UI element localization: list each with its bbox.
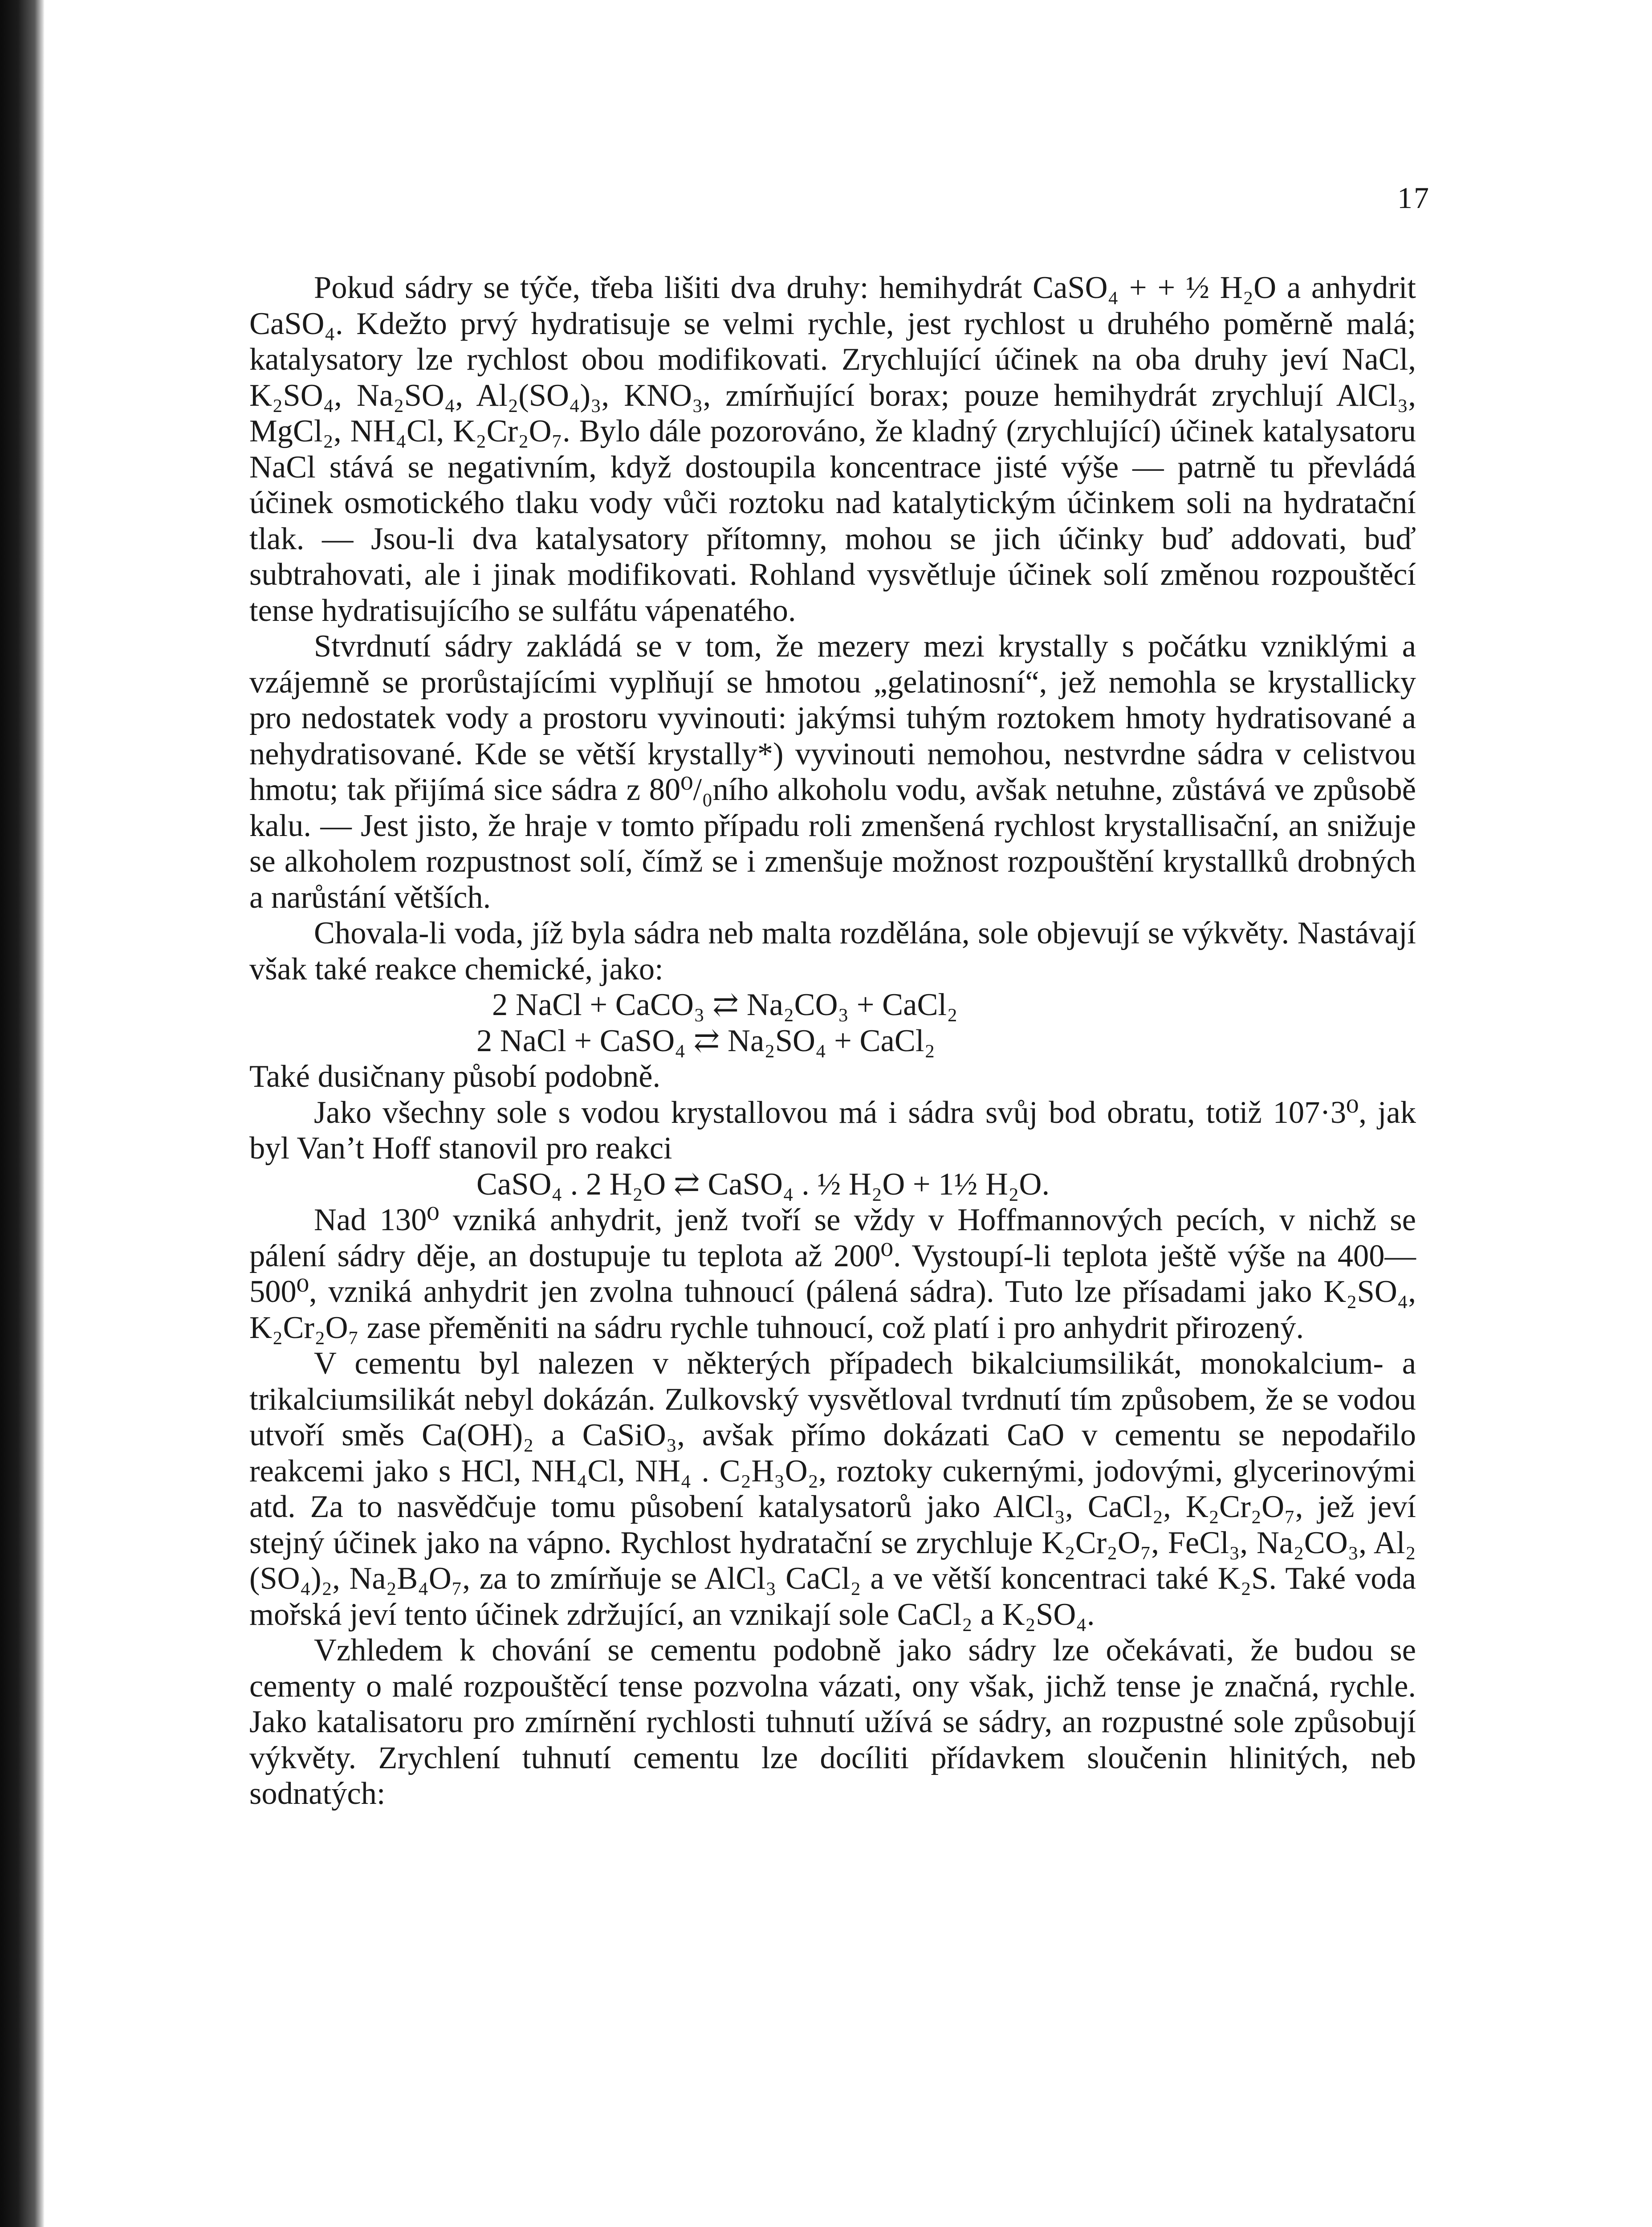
book-spine-shadow (0, 0, 45, 2227)
paragraph-tuhnuti-cementu: Vzhledem k chování se cementu podobně jako sádry lze očekávati, že budou se cementy o malé rozpouštěcí tense pozvolna vázati, ony však, jichž tense je značná, rychle. Jako katalisatoru pro zmírnění rychlosti tuhnutí užívá se sádry, an rozpustné sole způsobují výkvěty. Zrychlení tuhnutí cementu lze docíliti přídavkem sloučenin hlinitých, neb sodnatých: (249, 1633, 1416, 1811)
paragraph-vykvety: Chovala-li voda, jíž byla sádra neb malta rozdělána, sole objevují se výkvěty. Nastávají však také reakce chemické, jako: (249, 916, 1416, 987)
page-number: 17 (1397, 181, 1430, 215)
equation-nacl-caco3: 2 NaCl + CaCO₃ ⇄ Na₂CO₃ + CaCl₂ (492, 987, 958, 1022)
paragraph-sadra-druhy: Pokud sádry se týče, třeba lišiti dva druhy: hemihydrát CaSO₄ + + ½ H₂O a anhydrit CaSO₄. Kdežto prvý hydratisuje se velmi rychle, jest rychlost u druhého poměrně malá; katalysatory lze rychlost obou modifikovati. Zrychlující účinek na oba druhy jeví NaCl, K₂SO₄, Na₂SO₄, Al₂(SO₄)₃, KNO₃, zmírňující borax; pouze hemihydrát zrychlují AlCl₃, MgCl₂, NH₄Cl, K₂Cr₂O₇. Bylo dále pozorováno, že kladný (zrychlující) účinek katalysatoru NaCl stává se negativním, když dostoupila koncentrace jisté výše — patrně tu převládá účinek osmotického tlaku vody vůči roztoku nad katalytickým účinkem soli na hydratační tlak. — Jsou-li dva katalysatory přítomny, mohou se jich účinky buď addovati, buď subtrahovati, ale i jinak modifikovati. Rohland vysvětluje účinek solí změnou rozpouštěcí tense hydratisujícího se sulfátu vápenatého. (249, 270, 1416, 628)
paragraph-bod-obratu: Jako všechny sole s vodou krystallovou má i sádra svůj bod obratu, totiž 107·3⁰, jak byl Van’t Hoff stanovil pro reakci (249, 1095, 1416, 1166)
equation-nacl-caso4: 2 NaCl + CaSO₄ ⇄ Na₂SO₄ + CaCl₂ (476, 1023, 936, 1058)
paragraph-dusicnany: Také dusičnany působí podobně. (249, 1059, 661, 1094)
paragraph-stvrdnuti-sadry: Stvrdnutí sádry zakládá se v tom, že mezery mezi krystally s počátku vzniklými a vzájemně se prorůstajícími vyplňují se hmotou „gelatinosní“, jež nemohla se krystallicky pro nedostatek vody a prostoru vyvinouti: jakýmsi tuhým roztokem hmoty hydratisované a nehydratisované. Kde se větší krystally*) vyvinouti nemohou, nestvrdne sádra v celistvou hmotu; tak přijímá sice sádra z 80⁰/₀ního alkoholu vodu, avšak netuhne, zůstává ve způsobě kalu. — Jest jisto, že hraje v tomto případu roli zmenšená rychlost krystallisační, an snižuje se alkoholem rozpustnost solí, čímž se i zmenšuje možnost rozpouštění krystallků drobných a narůstání větších. (249, 629, 1416, 915)
main-text (249, 270, 1416, 1812)
paragraph-cement: V cementu byl nalezen v některých případech bikalciumsilikát, monokalcium- a trikalciumsilikát nebyl dokázán. Zulkovský vysvětloval tvrdnutí tím způsobem, že se vodou utvoří směs Ca(OH)₂ a CaSiO₃, avšak přímo dokázati CaO v cementu se nepodařilo reakcemi jako s HCl, NH₄Cl, NH₄ . C₂H₃O₂, roztoky cukernými, jodovými, glycerinovými atd. Za to nasvědčuje tomu působení katalysatorů jako AlCl₃, CaCl₂, K₂Cr₂O₇, jež jeví stejný účinek jako na vápno. Rychlost hydratační se zrychluje K₂Cr₂O₇, FeCl₃, Na₂CO₃, Al₂ (SO₄)₂, Na₂B₄O₇, za to zmírňuje se AlCl₃ CaCl₂ a ve větší koncentraci také K₂S. Také voda mořská jeví tento účinek zdržující, an vznikají sole CaCl₂ a K₂SO₄. (249, 1346, 1416, 1632)
equation-caso4-hydrate: CaSO₄ . 2 H₂O ⇄ CaSO₄ . ½ H₂O + 1½ H₂O. (476, 1167, 1050, 1202)
paragraph-anhydrit: Nad 130⁰ vzniká anhydrit, jenž tvoří se vždy v Hoffmannových pecích, v nichž se pálení sádry děje, an dostupuje tu teplota až 200⁰. Vystoupí-li teplota ještě výše na 400—500⁰, vzniká anhydrit jen zvolna tuhnoucí (pálená sádra). Tuto lze přísadami jako K₂SO₄, K₂Cr₂O₇ zase přeměniti na sádru rychle tuhnoucí, což platí i pro anhydrit přirozený. (249, 1203, 1416, 1345)
